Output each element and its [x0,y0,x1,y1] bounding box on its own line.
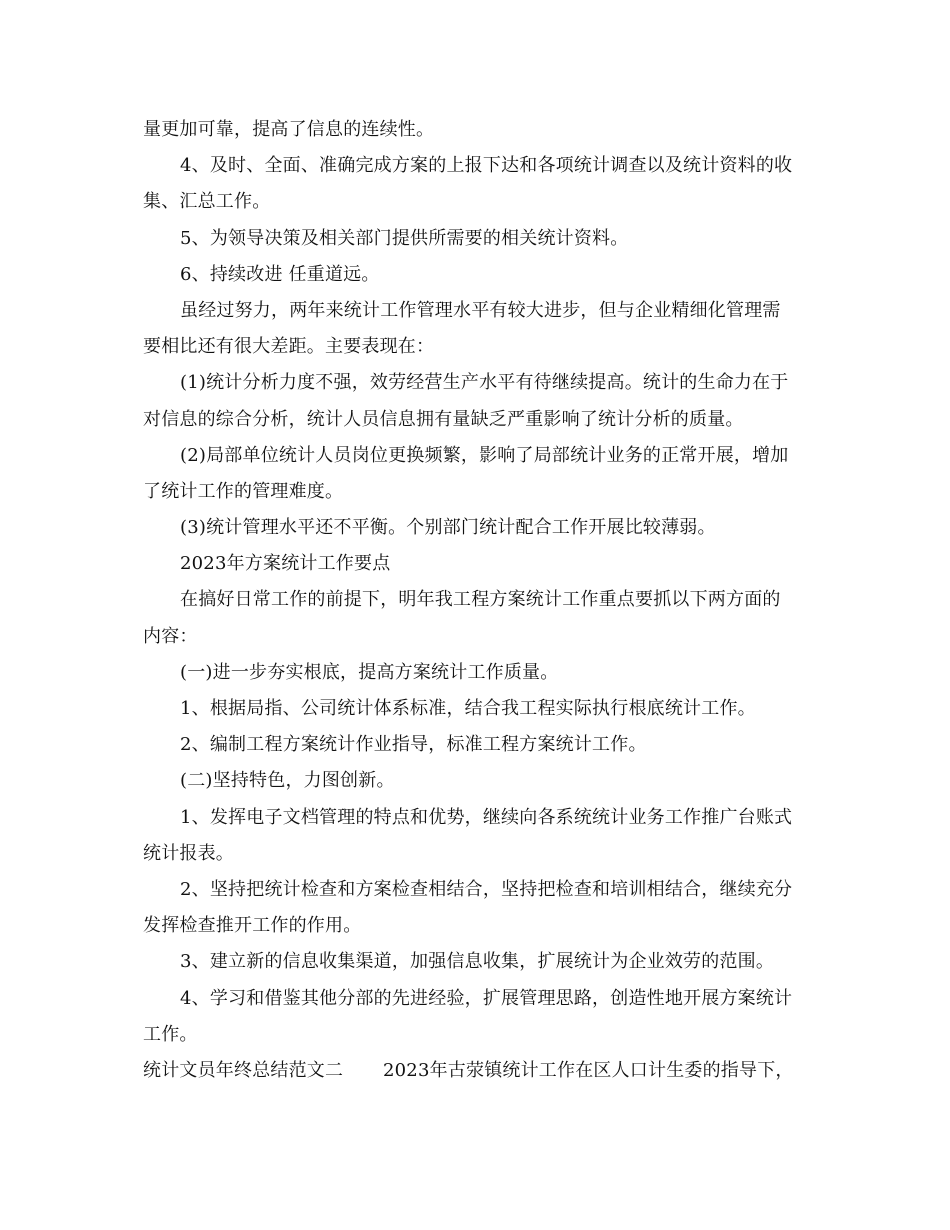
paragraph-line: 2、坚持把统计检查和方案检查相结合，坚持把检查和培训相结合，继续充分 [180,878,793,900]
paragraph-line: 1、根据局指、公司统计体系标准，结合我工程实际执行根底统计工作。 [180,698,756,719]
paragraph-line: (2)局部单位统计人员岗位更换频繁，影响了局部统计业务的正常开展，增加 [180,444,789,466]
paragraph-line: 2、编制工程方案统计作业指导，标准工程方案统计工作。 [180,734,647,756]
paragraph-line: 4、及时、全面、准确完成方案的上报下达和各项统计调查以及统计资料的收 [180,155,793,177]
paragraph-line: (一)进一步夯实根底，提高方案统计工作质量。 [180,661,559,683]
paragraph-line: 统计报表。 [143,842,234,864]
document-title: 统计文员年终总结范文二 [143,1059,344,1081]
paragraph-line: 工作。 [143,1023,198,1045]
paragraph-line: 发挥检查推开工作的作用。 [143,915,362,937]
paragraph-line: (1)统计分析力度不强，效劳经营生产水平有待继续提高。统计的生命力在于 [180,372,789,394]
paragraph-line: 虽经过努力，两年来统计工作管理水平有较大进步，但与企业精细化管理需 [180,299,781,321]
paragraph-line: 对信息的综合分析，统计人员信息拥有量缺乏严重影响了统计分析的质量。 [143,408,744,430]
final-paragraph: 2023年古荥镇统计工作在区人口计生委的指导下， [383,1059,794,1081]
document-body [143,112,811,1089]
paragraph-line: 内容： [143,625,198,647]
paragraph-line: (二)坚持特色，力图创新。 [180,770,395,792]
paragraph-line: 5、为领导决策及相关部门提供所需要的相关统计资料。 [180,227,629,249]
paragraph-line: 6、持续改进 任重道远。 [180,263,380,285]
paragraph-line: 集、汇总工作。 [143,191,271,213]
paragraph-line: 了统计工作的管理难度。 [143,480,344,502]
paragraph-line: 1、发挥电子文档管理的特点和优势，继续向各系统统计业务工作推广台账式 [180,806,793,828]
paragraph-line: 4、学习和借鉴其他分部的先进经验，扩展管理思路，创造性地开展方案统计 [180,987,793,1009]
section-heading: 2023年方案统计工作要点 [180,553,391,575]
final-line [143,1053,811,1089]
paragraph-line: 3、建立新的信息收集渠道，加强信息收集，扩展统计为企业效劳的范围。 [180,951,775,973]
paragraph-line: (3)统计管理水平还不平衡。个别部门统计配合工作开展比较薄弱。 [180,517,716,539]
paragraph-line: 量更加可靠，提高了信息的连续性。 [143,119,435,140]
paragraph-line: 在搞好日常工作的前提下，明年我工程方案统计工作重点要抓以下两方面的 [180,589,781,611]
paragraph-line: 要相比还有很大差距。主要表现在： [143,336,435,358]
